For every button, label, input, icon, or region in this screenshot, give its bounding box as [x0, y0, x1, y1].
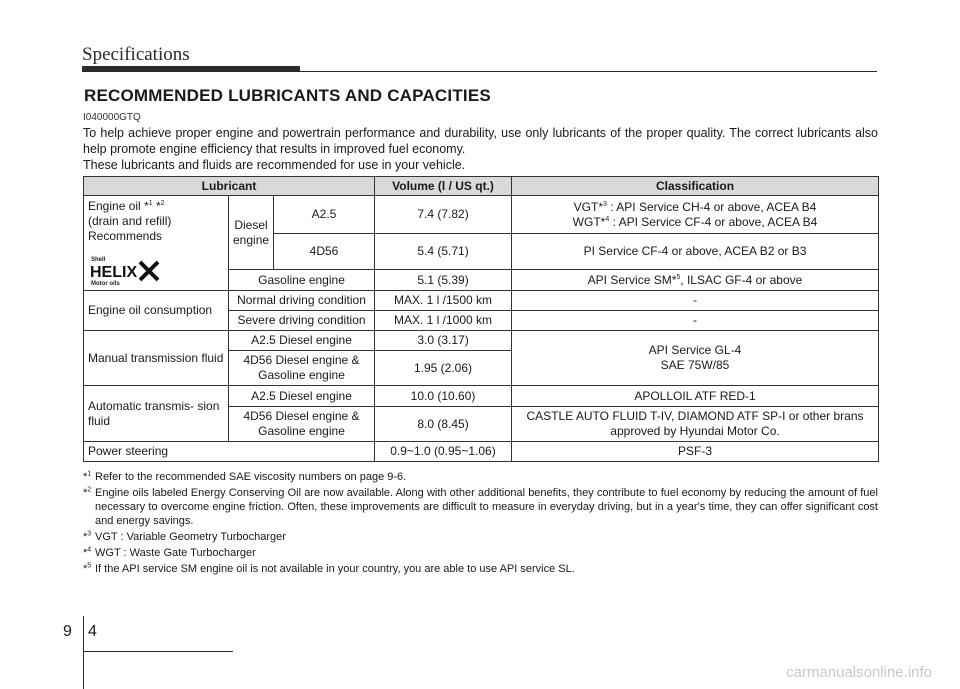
volume-value: 8.0 (8.45): [375, 407, 512, 442]
class-text: , ILSAC GF-4 or above: [680, 272, 803, 287]
footnote-text: Engine oils labeled Energy Conserving Oil are now available. Along with other additional benefits, they contribute to fuel economy by reducing the amount of fuel necessary to overcome engine friction. Often, these improvements are difficult to measure in everyday driving, but in a year's time, they can offer significant cost and energy savings.: [95, 487, 878, 527]
section-title: RECOMMENDED LUBRICANTS AND CAPACITIES: [84, 86, 491, 105]
header-bar: [82, 66, 300, 72]
intro-paragraph: To help achieve proper engine and powertrain performance and durability, use only lubricants of the proper quality. The correct lubricants also help promote engine efficiency that results in improved fuel economy.: [83, 126, 878, 156]
footnote-star: *: [83, 531, 88, 543]
footnote-star: *: [83, 547, 88, 559]
classification-value: -: [512, 291, 879, 311]
footnote-text: WGT : Waste Gate Turbocharger: [95, 547, 256, 559]
table-row: [84, 291, 879, 311]
engine-oil-title: Engine oil *: [88, 199, 149, 213]
footnote-star: *: [83, 487, 88, 499]
manual-transmission-label: Manual transmission fluid: [84, 331, 229, 386]
classification-value: APOLLOIL ATF RED-1: [512, 386, 879, 407]
volume-value: 5.1 (5.39): [375, 270, 512, 291]
header-classification: Classification: [512, 177, 879, 196]
engine-code: A2.5: [274, 196, 375, 234]
engine-oil-sep: *: [152, 199, 161, 213]
footer-horizontal-rule: [83, 651, 233, 652]
lubricants-table: [83, 176, 879, 462]
table-row: [84, 386, 879, 407]
footnote-text: Refer to the recommended SAE viscosity numbers on page 9-6.: [95, 471, 407, 483]
page-header-title: Specifications: [82, 44, 190, 65]
logo-top-text: Shell: [91, 257, 106, 263]
driving-condition: Normal driving condition: [229, 291, 375, 311]
classification-value: [512, 196, 879, 234]
footnote-ref: 1: [148, 200, 153, 207]
footnote: [83, 546, 878, 560]
classification-value: PSF-3: [512, 442, 879, 462]
footnote: [83, 470, 878, 484]
doc-code: I040000GTQ: [83, 112, 141, 123]
gasoline-engine-label: Gasoline engine: [229, 270, 375, 291]
consumption-label: Engine oil consumption: [84, 291, 229, 331]
automatic-transmission-label: Automatic transmis- sion fluid: [84, 386, 229, 442]
classification-value: [512, 331, 879, 386]
table-row: [84, 196, 879, 234]
intro-note: These lubricants and fluids are recommended for use in your vehicle.: [83, 158, 466, 172]
table-header-row: [84, 177, 879, 196]
class-text: VGT*: [573, 199, 604, 214]
footnote: [83, 486, 878, 528]
shell-helix-logo: [88, 254, 162, 286]
volume-value: 10.0 (10.60): [375, 386, 512, 407]
classification-value: -: [512, 311, 879, 331]
engine-oil-label: [84, 196, 229, 291]
footnote-text: If the API service SM engine oil is not available in your country, you are able to use API service SL.: [95, 563, 575, 575]
engine-code: 4D56: [274, 234, 375, 270]
volume-value: 3.0 (3.17): [375, 331, 512, 351]
classification-value: [512, 270, 879, 291]
footnote-number: 4: [87, 546, 92, 554]
footnote: [83, 562, 878, 576]
volume-value: 0.9~1.0 (0.95~1.06): [375, 442, 512, 462]
footnote-star: *: [83, 563, 88, 575]
x-mark-icon: [140, 262, 158, 280]
footnote-text: VGT : Variable Geometry Turbocharger: [95, 531, 286, 543]
class-text: WGT*: [572, 214, 606, 229]
footer-vertical-rule: [83, 616, 84, 689]
logo-main-text: HELIX: [90, 264, 138, 281]
header-volume: Volume (l / US qt.): [375, 177, 512, 196]
engine-oil-sub2: Recommends: [88, 229, 163, 243]
volume-value: 1.95 (2.06): [375, 351, 512, 386]
volume-value: MAX. 1 l /1500 km: [375, 291, 512, 311]
diesel-engine-label: Diesel engine: [229, 196, 274, 270]
engine-type: 4D56 Diesel engine & Gasoline engine: [229, 407, 375, 442]
header-rule: [300, 71, 877, 72]
footnote-ref: 2: [160, 200, 165, 207]
page-number: 4: [88, 623, 97, 640]
chapter-number: 9: [63, 623, 72, 640]
footnote-star: *: [83, 471, 88, 483]
logo-bottom-text: Motor oils: [91, 281, 120, 286]
volume-value: MAX. 1 l /1000 km: [375, 311, 512, 331]
footnote-number: 2: [87, 486, 92, 494]
class-text: : API Service CH-4 or above, ACEA B4: [606, 199, 817, 214]
class-text: SAE 75W/85: [660, 358, 730, 372]
classification-value: PI Service CF-4 or above, ACEA B2 or B3: [512, 234, 879, 270]
footnote-number: 5: [87, 562, 92, 570]
footnote-number: 1: [87, 470, 92, 478]
table-row: [84, 331, 879, 351]
footnote-ref: 5: [676, 273, 681, 281]
table-row: [84, 442, 879, 462]
engine-oil-sub1: (drain and refill): [88, 214, 172, 228]
header-lubricant: Lubricant: [84, 177, 375, 196]
footnote: [83, 530, 878, 544]
footnote-ref: 3: [603, 200, 607, 208]
driving-condition: Severe driving condition: [229, 311, 375, 331]
footnote-number: 3: [87, 530, 92, 538]
volume-value: 7.4 (7.82): [375, 196, 512, 234]
power-steering-label: Power steering: [84, 442, 375, 462]
classification-value: CASTLE AUTO FLUID T-IV, DIAMOND ATF SP-I or other brans approved by Hyundai Motor Co.: [512, 407, 879, 442]
watermark: carmanualsonline.info: [786, 664, 932, 681]
class-text: API Service GL-4: [648, 343, 742, 357]
engine-type: A2.5 Diesel engine: [229, 386, 375, 407]
engine-type: A2.5 Diesel engine: [229, 331, 375, 351]
footnote-ref: 4: [605, 215, 610, 223]
class-text: : API Service CF-4 or above, ACEA B4: [609, 214, 818, 229]
class-text: API Service SM*: [587, 272, 677, 287]
volume-value: 5.4 (5.71): [375, 234, 512, 270]
engine-type: 4D56 Diesel engine & Gasoline engine: [229, 351, 375, 386]
